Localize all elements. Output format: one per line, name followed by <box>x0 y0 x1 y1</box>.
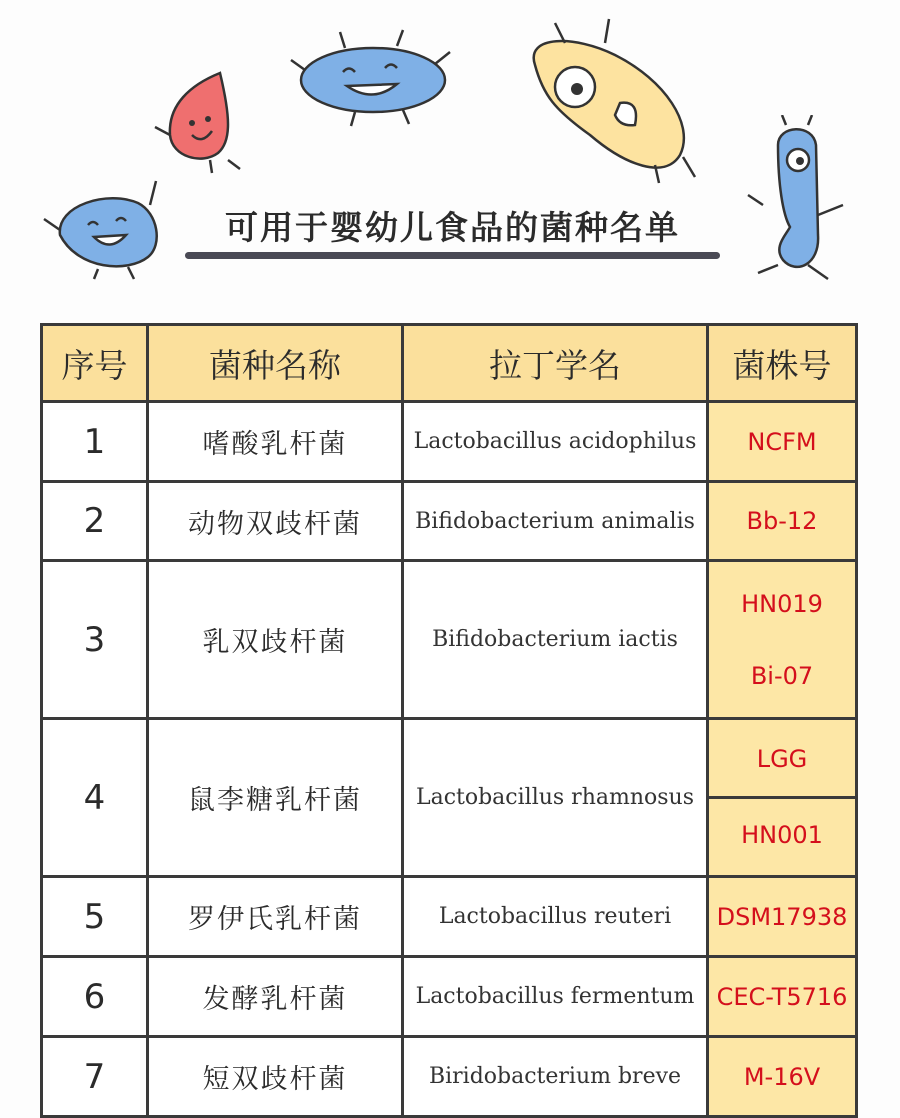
row-code: HN001 <box>709 796 855 872</box>
row-seq: 7 <box>42 1037 148 1117</box>
row-name: 罗伊氏乳杆菌 <box>148 877 403 957</box>
yellow-rod-bacterium-icon <box>505 15 705 185</box>
header-name: 菌种名称 <box>148 325 403 402</box>
row-latin: Bifidobacterium iactis <box>403 561 708 719</box>
row-name: 动物双歧杆菌 <box>148 482 403 561</box>
table-row <box>42 402 857 482</box>
row-seq: 5 <box>42 877 148 957</box>
strain-table <box>40 323 858 1118</box>
row-latin: Bifidobacterium animalis <box>403 482 708 561</box>
row-latin: Lactobacillus acidophilus <box>403 402 708 482</box>
row-code: HN019 <box>741 589 823 618</box>
row-seq: 1 <box>42 402 148 482</box>
row-seq: 2 <box>42 482 148 561</box>
row-code: CEC-T5716 <box>708 957 857 1037</box>
row-code: Bb-12 <box>708 482 857 561</box>
row-latin: Lactobacillus reuteri <box>403 877 708 957</box>
row-name: 乳双歧杆菌 <box>148 561 403 719</box>
row-code: M-16V <box>708 1037 857 1117</box>
row-code-group <box>708 719 857 877</box>
row-code: DSM17938 <box>708 877 857 957</box>
row-code-group <box>708 561 857 719</box>
blue-oval-bacterium-icon <box>285 20 460 130</box>
row-code: NCFM <box>708 402 857 482</box>
row-code: Bi-07 <box>750 661 814 690</box>
row-name: 发酵乳杆菌 <box>148 957 403 1037</box>
title-underline <box>185 252 720 259</box>
row-latin: Biridobacterium breve <box>403 1037 708 1117</box>
blue-worm-bacterium-icon <box>738 115 858 285</box>
title-banner <box>185 198 720 268</box>
table-row <box>42 1037 857 1117</box>
header-latin: 拉丁学名 <box>403 325 708 402</box>
header-code: 菌株号 <box>708 325 857 402</box>
row-latin: Lactobacillus fermentum <box>403 957 708 1037</box>
row-name: 鼠李糖乳杆菌 <box>148 719 403 877</box>
red-drop-bacterium-icon <box>150 65 260 175</box>
table-row <box>42 719 857 877</box>
table-row <box>42 561 857 719</box>
page-title: 可用于婴幼儿食品的菌种名单 <box>225 208 680 247</box>
row-seq: 4 <box>42 719 148 877</box>
table-row <box>42 482 857 561</box>
table-header-row <box>42 325 857 402</box>
row-seq: 6 <box>42 957 148 1037</box>
row-name: 短双歧杆菌 <box>148 1037 403 1117</box>
row-latin: Lactobacillus rhamnosus <box>403 719 708 877</box>
header-seq: 序号 <box>42 325 148 402</box>
table-row <box>42 877 857 957</box>
row-code: LGG <box>756 745 808 773</box>
row-seq: 3 <box>42 561 148 719</box>
row-name: 嗜酸乳杆菌 <box>148 402 403 482</box>
table-row <box>42 957 857 1037</box>
blue-round-bacterium-icon <box>38 175 173 280</box>
